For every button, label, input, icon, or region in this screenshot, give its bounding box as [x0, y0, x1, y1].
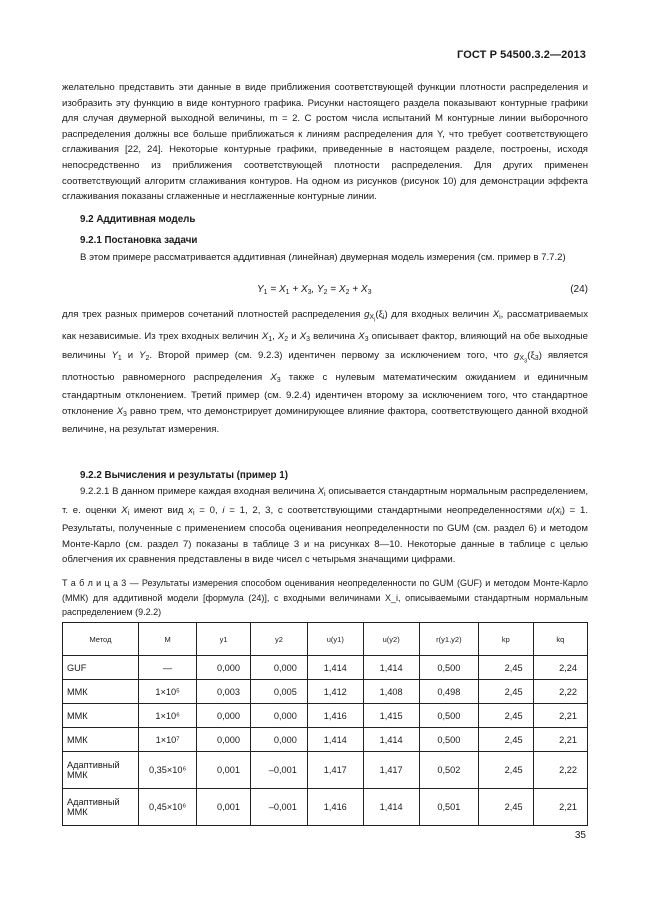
table-cell: 2,21: [533, 789, 587, 826]
table-row: [63, 680, 588, 704]
table-cell: 1×10⁷: [138, 728, 196, 752]
table-cell: 1,417: [307, 752, 363, 789]
table-cell: 2,45: [479, 728, 533, 752]
table-cell: 0,001: [197, 752, 251, 789]
table-cell: 0,005: [250, 680, 307, 704]
table-cell: 2,45: [479, 789, 533, 826]
table-cell: 0,500: [419, 656, 479, 680]
intro-paragraph: [62, 80, 588, 205]
table-cell: 0,498: [419, 680, 479, 704]
table-cell: 0,000: [197, 704, 251, 728]
page-number: 35: [574, 830, 586, 841]
col-r: r(y1,y2): [419, 623, 479, 656]
table-cell: 2,45: [479, 752, 533, 789]
col-y2: y2: [250, 623, 307, 656]
table-cell: 2,22: [533, 752, 587, 789]
table-cell: 1,417: [363, 752, 419, 789]
table-row: [63, 789, 588, 826]
table-cell: 1,416: [307, 704, 363, 728]
table-cell: 1,414: [363, 789, 419, 826]
table-row: [63, 728, 588, 752]
table-cell: 0,001: [197, 789, 251, 826]
table-cell: 2,45: [479, 656, 533, 680]
table-cell: 0,003: [197, 680, 251, 704]
table-cell: 1,408: [363, 680, 419, 704]
heading-9-2-2: 9.2.2 Вычисления и результаты (пример 1): [80, 470, 288, 481]
table-cell: 2,24: [533, 656, 587, 680]
table-cell: 0,000: [250, 704, 307, 728]
document-header: ГОСТ Р 54500.3.2—2013: [457, 49, 586, 61]
table-cell: Адаптивный ММК: [63, 752, 139, 789]
col-kp: kp: [479, 623, 533, 656]
heading-9-2-1: 9.2.1 Постановка задачи: [80, 235, 198, 246]
table-cell: 0,000: [250, 728, 307, 752]
paragraph-examples: [62, 307, 588, 438]
table-cell: 0,502: [419, 752, 479, 789]
table-row: [63, 656, 588, 680]
col-method: Метод: [63, 623, 139, 656]
table-cell: 0,000: [197, 728, 251, 752]
col-m: M: [138, 623, 196, 656]
table-caption: Т а б л и ц а 3 — Результаты измерения способом оценивания неопределенности по GUM (GUF) и методом Монте-Карло (ММК) для аддитивной модели [формула (24)], с входными величинами X_i, описываемыми стандартным нормальным распределением (9.2.2): [62, 578, 588, 617]
col-y1: y1: [197, 623, 251, 656]
table-cell: GUF: [63, 656, 139, 680]
table-cell: 2,21: [533, 704, 587, 728]
table-cell: 2,22: [533, 680, 587, 704]
results-table: [62, 622, 588, 826]
paragraph-examples-text: для трех разных примеров сочетаний плотностей распределения $g_{X_i}(\xi_i)$ для входных величин $X_i$, рассматриваемых как независимые. Из трех входных величин $X_1$, $X_2$ и $X_3$ величина $X_3$ описывает фактор, влияющий на обе выходные величины $Y_1$ и $Y_2$. Второй пример (см. 9.2.3) идентичен первому за исключением того, что $g_{X_3}(\xi_3)$ является плотностью равномерного распределения $X_3$ также с нулевым математическим ожиданием и единичным стандартным отклонением. Третий пример (см. 9.2.4) идентичен второму за исключением того, что стандартное отклонение $X_3$ равно трем, что демонстрирует доминирующее влияние фактора, соответствующего данной входной величине, на результат измерения.: [62, 309, 589, 436]
table-cell: 2,45: [479, 704, 533, 728]
table-cell: 1,414: [363, 656, 419, 680]
paragraph-9-2-1-text: В этом примере рассматривается аддитивная (линейная) двумерная модель измерения (см. пример в 7.7.2): [80, 252, 566, 263]
table-row: [63, 752, 588, 789]
table-cell: 2,45: [479, 680, 533, 704]
table-cell: Адаптивный ММК: [63, 789, 139, 826]
table-cell: 0,45×10⁶: [138, 789, 196, 826]
table-cell: 1,414: [307, 656, 363, 680]
intro-text: желательно представить эти данные в виде приближения соответствующей функции плотности распределения и изобразить эту функцию в виде контурного графика. Рисунки настоящего раздела показывают контурные графики для случая двумерной выходной величины, m = 2. С ростом числа испытаний M контурные линии выборочного распределения должны все больше приближаться к линиям распределения для Y, что требует соответствующего сглаживания [22, 24]. Некоторые контурные графики, приведенные в настоящем разделе, построены, исходя непосредственно из приближения соответствующей плотности распределения. Для других применен соответствующий алгоритм сглаживания контуров. На одном из рисунков (рисунок 10) для демонстрации эффекта сглаживания показаны сглаженные и несглаженные контурные линии.: [62, 82, 588, 203]
table-cell: 1,416: [307, 789, 363, 826]
table-cell: 0,35×10⁶: [138, 752, 196, 789]
table-cell: ММК: [63, 680, 139, 704]
table-cell: 1,414: [307, 728, 363, 752]
table-cell: –0,001: [250, 752, 307, 789]
col-kq: kq: [533, 623, 587, 656]
table-cell: 0,500: [419, 728, 479, 752]
heading-9-2: 9.2 Аддитивная модель: [80, 214, 196, 225]
table-cell: 0,000: [197, 656, 251, 680]
equation-formula: $Y_1 = X_1 + X_3$, $Y_2 = X_2 + X_3$: [257, 284, 372, 296]
table-cell: 1,415: [363, 704, 419, 728]
col-uy2: u(y2): [363, 623, 419, 656]
table-cell: 0,500: [419, 704, 479, 728]
table-cell: 0,000: [250, 656, 307, 680]
table-cell: 1×10⁶: [138, 704, 196, 728]
table-cell: ММК: [63, 728, 139, 752]
table-cell: 2,21: [533, 728, 587, 752]
equation-24: [62, 284, 588, 300]
table-cell: ММК: [63, 704, 139, 728]
table-cell: 1,414: [363, 728, 419, 752]
table-cell: 1×10⁵: [138, 680, 196, 704]
table-cell: 1,412: [307, 680, 363, 704]
table-header-row: [63, 623, 588, 656]
col-uy1: u(y1): [307, 623, 363, 656]
paragraph-9-2-1: [62, 250, 588, 266]
table-row: [63, 704, 588, 728]
table-cell: —: [138, 656, 196, 680]
table-cell: –0,001: [250, 789, 307, 826]
table-cell: 0,501: [419, 789, 479, 826]
paragraph-9-2-2-1: [62, 484, 588, 568]
paragraph-9-2-2-1-text: 9.2.2.1 В данном примере каждая входная величина $X_i$ описывается стандартным нормальным распределением, т. е. оценки $X_i$ имеют вид $x_i = 0$, i = 1, 2, 3, с соответствующими стандартными неопределенностями $u(x_i) = 1$. Результаты, полученные с применением способа оценивания неопределенности по GUM (см. раздел 6) и методом Монте-Карло (см. раздел 7) показаны в таблице 3 и на рисунках 8—10. Некоторые данные в таблице с целью облегчения их сравнения представлены в виде чисел с четырьмя значащими цифрами.: [62, 486, 589, 566]
equation-number: (24): [570, 284, 588, 295]
